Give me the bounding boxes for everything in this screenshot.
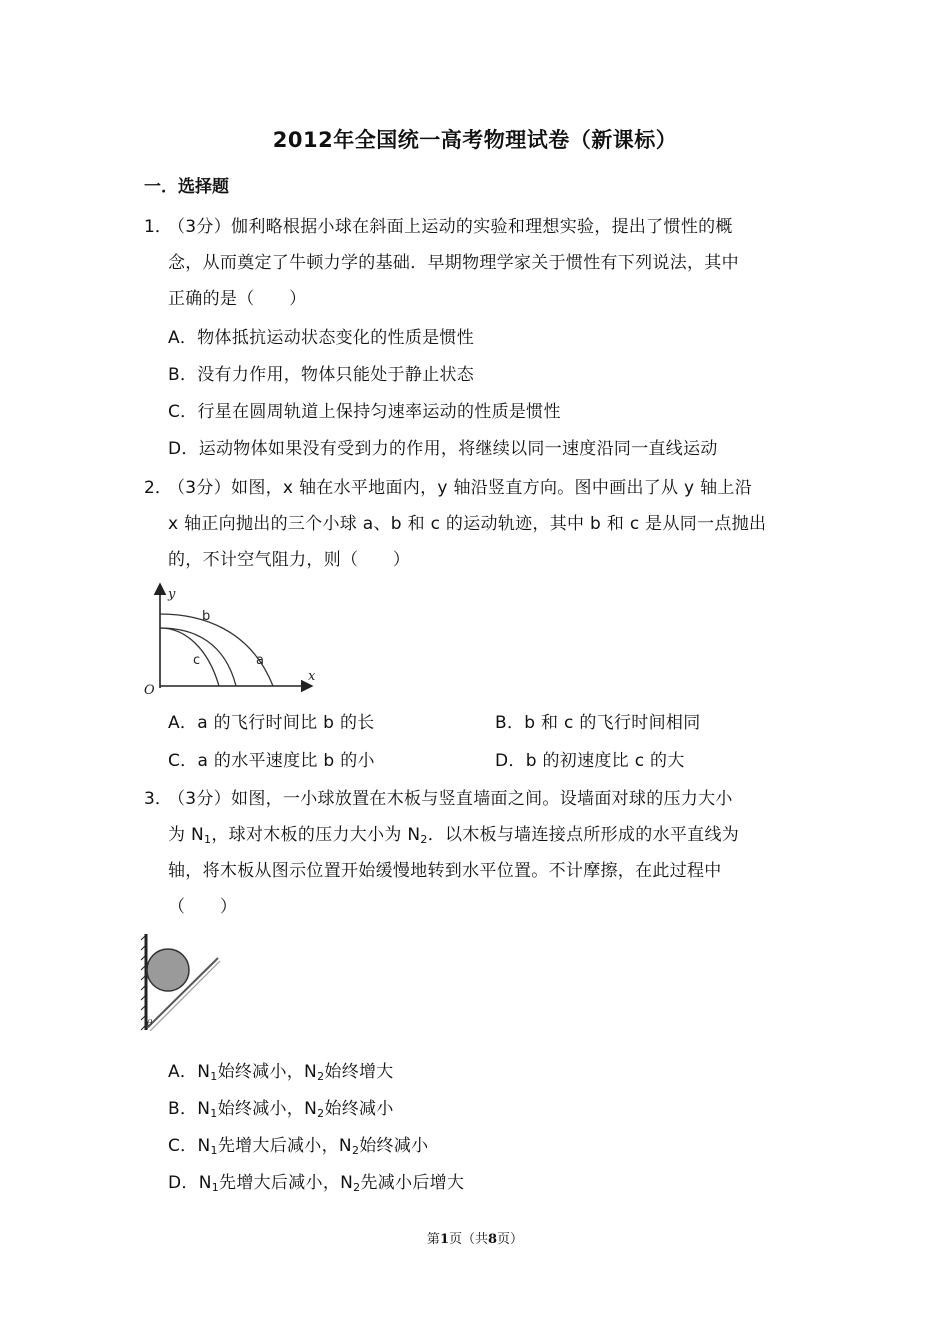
ball xyxy=(147,949,189,991)
question-1-number: 1． xyxy=(144,217,172,237)
question-2-option-c: C．a 的水平速度比 b 的小 xyxy=(168,751,375,771)
question-3-option-a: A．$N_1$始终减小，$N_2$始终增大 xyxy=(168,1062,394,1083)
question-2-option-d: D．b 的初速度比 c 的大 xyxy=(495,751,685,771)
question-3-option-b: B．$N_1$始终减小，$N_2$始终减小 xyxy=(168,1099,394,1120)
question-3-line-3: 轴，将木板从图示位置开始缓慢地转到水平位置。不计摩擦，在此过程中 xyxy=(168,861,722,881)
label-y: y xyxy=(168,587,176,602)
question-2-number: 2． xyxy=(144,478,172,498)
question-2-option-a: A．a 的飞行时间比 b 的长 xyxy=(168,713,375,733)
question-3-option-d: D．$N_1$先增大后减小，$N_2$先减小后增大 xyxy=(168,1173,465,1194)
question-1-option-c: C．行星在圆周轨道上保持匀速率运动的性质是惯性 xyxy=(168,402,561,422)
label-b: b xyxy=(202,609,211,624)
question-1-option-a: A．物体抵抗运动状态变化的性质是惯性 xyxy=(168,328,475,348)
label-origin: O xyxy=(144,683,155,698)
question-2-line-3: 的，不计空气阻力，则（ ） xyxy=(168,550,411,570)
question-1-line-2: 念，从而奠定了牛顿力学的基础．早期物理学家关于惯性有下列说法，其中 xyxy=(168,253,739,273)
question-3-line-1: （3分）如图，一小球放置在木板与竖直墙面之间。设墙面对球的压力大小 xyxy=(168,789,733,809)
label-x: x xyxy=(308,669,316,684)
ball-wall-board-figure xyxy=(140,930,230,1035)
label-a: a xyxy=(256,653,264,668)
question-2-line-1: （3分）如图，x 轴在水平地面内，y 轴沿竖直方向。图中画出了从 y 轴上沿 xyxy=(168,478,753,498)
label-c: c xyxy=(193,653,201,668)
page-title: 2012年全国统一高考物理试卷（新课标） xyxy=(272,128,678,152)
page-footer: 第1页（共8页） xyxy=(426,1232,524,1247)
question-3-line-2: 为 $N_1$，球对木板的压力大小为 $N_2$．以木板与墙连接点所形成的水平直线为 xyxy=(168,825,740,846)
question-3-number: 3． xyxy=(144,789,172,809)
question-2-line-2: x 轴正向抛出的三个小球 a、b 和 c 的运动轨迹，其中 b 和 c 是从同一点抛出 xyxy=(168,514,767,534)
question-1-line-1: （3分）伽利略根据小球在斜面上运动的实验和理想实验，提出了惯性的概 xyxy=(168,217,733,237)
question-1-option-b: B．没有力作用，物体只能处于静止状态 xyxy=(168,365,475,385)
angle-label: θ xyxy=(147,1019,153,1029)
question-3-line-4: （ ） xyxy=(168,897,238,917)
question-2-option-b: B．b 和 c 的飞行时间相同 xyxy=(495,713,701,733)
question-1-line-3: 正确的是（ ） xyxy=(168,289,307,309)
question-3-option-c: C．$N_1$先增大后减小，$N_2$始终减小 xyxy=(168,1136,429,1157)
trajectory-c xyxy=(160,628,219,686)
projectile-trajectory-figure xyxy=(140,578,320,698)
question-1-option-d: D．运动物体如果没有受到力的作用，将继续以同一速度沿同一直线运动 xyxy=(168,439,718,459)
trajectory-a xyxy=(160,614,273,686)
section-heading: 一．选择题 xyxy=(144,177,229,197)
